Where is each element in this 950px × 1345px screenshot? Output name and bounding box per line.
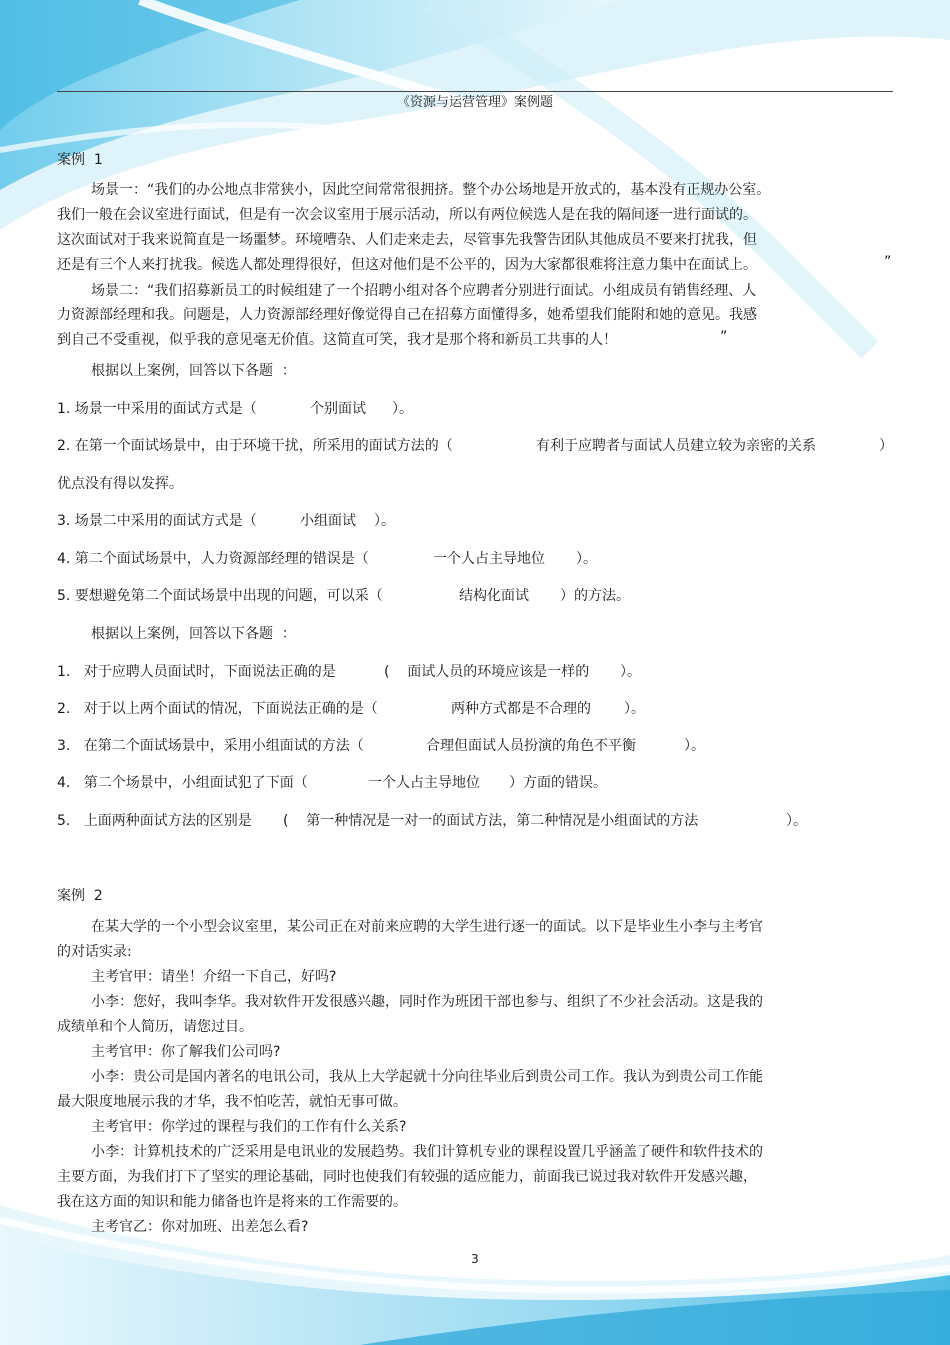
scene2-line: 场景二：“我们招募新员工的时候组建了一个招聘小组对各个应聘者分别进行面试。小组成员有销售经理、人 [91,283,757,299]
question-tail: ）的方法。 [560,588,630,604]
case2-line: 小李：贵公司是国内著名的电讯公司，我从上大学起就十分向往毕业后到贵公司工作。我认为到贵公司工作能 [91,1069,763,1085]
question-answer: 一个人占主导地位 [368,775,480,791]
question-answer: 个别面试 [310,401,366,417]
question-text: 5. 上面两种面试方法的区别是 [57,813,252,829]
case2-line: 主要方面，为我们打下了坚实的理论基础，同时也使我们有较强的适应能力，前面我已说过我对软件开发感兴趣， [57,1169,757,1185]
case2-line: 成绩单和个人简历，请您过目。 [57,1019,253,1035]
case2-label: 案例 2 [57,888,103,904]
question-text: 优点没有得以发挥。 [57,476,183,492]
case1-label: 案例 1 [57,152,103,168]
scene2-closing-quote: ” [720,329,728,345]
question-prompt: 根据以上案例，回答以下各题 ： [91,363,296,379]
case2-line: 主考官甲：请坐！介绍一下自己，好吗? [91,969,337,985]
case2-line: 在某大学的一个小型会议室里，某公司正在对前来应聘的大学生进行逐一的面试。以下是毕业生小李与主考官 [91,919,763,935]
question-tail: ）。 [576,551,597,567]
case2-line: 小李：计算机技术的广泛采用是电讯业的发展趋势。我们计算机专业的课程设置几乎涵盖了硬件和软件技术的 [91,1144,763,1160]
case2-line: 主考官甲：你学过的课程与我们的工作有什么关系? [91,1119,407,1135]
case2-line: 主考官甲：你了解我们公司吗? [91,1044,281,1060]
scene1-closing-quote: ” [884,254,892,270]
question-tail: ）。 [374,513,395,529]
question-answer: 合理但面试人员扮演的角色不平衡 [426,738,636,754]
document-title: 《资源与运营管理》案例题 [396,95,553,110]
question-tail: ）。 [620,664,641,680]
case2-line: 的对话实录: [57,944,132,960]
question-text: 2. 对于以上两个面试的情况，下面说法正确的是（ [57,701,378,717]
question-answer: ( 第一种情况是一对一的面试方法，第二种情况是小组面试的方法 [283,813,699,829]
scene1-line: 我们一般在会议室进行面试，但是有一次会议室用于展示活动，所以有两位候选人是在我的隔间逐一进行面试的。 [57,207,757,223]
question-tail: ）方面的错误。 [509,775,607,791]
header-rule [57,91,893,92]
question-answer: 一个人占主导地位 [433,551,545,567]
question-text: 1. 场景一中采用的面试方式是（ [57,401,257,417]
question-text: 3. 场景二中采用的面试方式是（ [57,513,257,529]
scene2-line: 力资源部经理和我。问题是，人力资源部经理好像觉得自己在招募方面懂得多，她希望我们能附和她的意见。我感 [57,307,757,323]
case2-line: 我在这方面的知识和能力储备也许是将来的工作需要的。 [57,1194,407,1210]
question-text: 1. 对于应聘人员面试时，下面说法正确的是 [57,664,336,680]
question-text: 2. 在第一个面试场景中，由于环境干扰，所采用的面试方法的（ [57,438,453,454]
question-text: 5. 要想避免第二个面试场景中出现的问题，可以采（ [57,588,383,604]
question-answer: 结构化面试 [459,588,529,604]
question-text: 4. 第二个场景中，小组面试犯了下面（ [57,775,308,791]
case2-line: 主考官乙：你对加班、出差怎么看? [91,1219,309,1235]
question-answer: 有利于应聘者与面试人员建立较为亲密的关系 [536,438,816,454]
scene2-line: 到自己不受重视，似乎我的意见毫无价值。这简直可笑，我才是那个将和新员工共事的人！ [57,332,617,348]
scene1-line: 还是有三个人来打扰我。候选人都处理得很好，但这对他们是不公平的，因为大家都很难将注意力集中在面试上。 [57,257,757,273]
question-tail: ）。 [786,813,807,829]
case2-line: 最大限度地展示我的才华，我不怕吃苦，就怕无事可做。 [57,1094,407,1110]
scene1-line: 场景一：“我们的办公地点非常狭小，因此空间常常很拥挤。整个办公场地是开放式的，基本没有正规办公室。 [91,182,771,198]
question-tail: ）。 [392,401,413,417]
question-tail: ）。 [684,738,705,754]
question-tail: ） [879,438,893,454]
question-text: 3. 在第二个面试场景中，采用小组面试的方法（ [57,738,364,754]
question-answer: 小组面试 [300,513,356,529]
question-prompt: 根据以上案例，回答以下各题 ： [91,626,296,642]
scene1-line: 这次面试对于我来说简直是一场噩梦。环境嘈杂、人们走来走去，尽管事先我警告团队其他成员不要来打扰我，但 [57,232,757,248]
page-number: 3 [471,1252,479,1266]
question-tail: ）。 [624,701,645,717]
question-answer: ( 面试人员的环境应该是一样的 [384,664,590,680]
question-answer: 两种方式都是不合理的 [451,701,591,717]
question-text: 4. 第二个面试场景中，人力资源部经理的错误是（ [57,551,369,567]
case2-line: 小李：您好，我叫李华。我对软件开发很感兴趣，同时作为班团干部也参与、组织了不少社会活动。这是我的 [91,994,763,1010]
